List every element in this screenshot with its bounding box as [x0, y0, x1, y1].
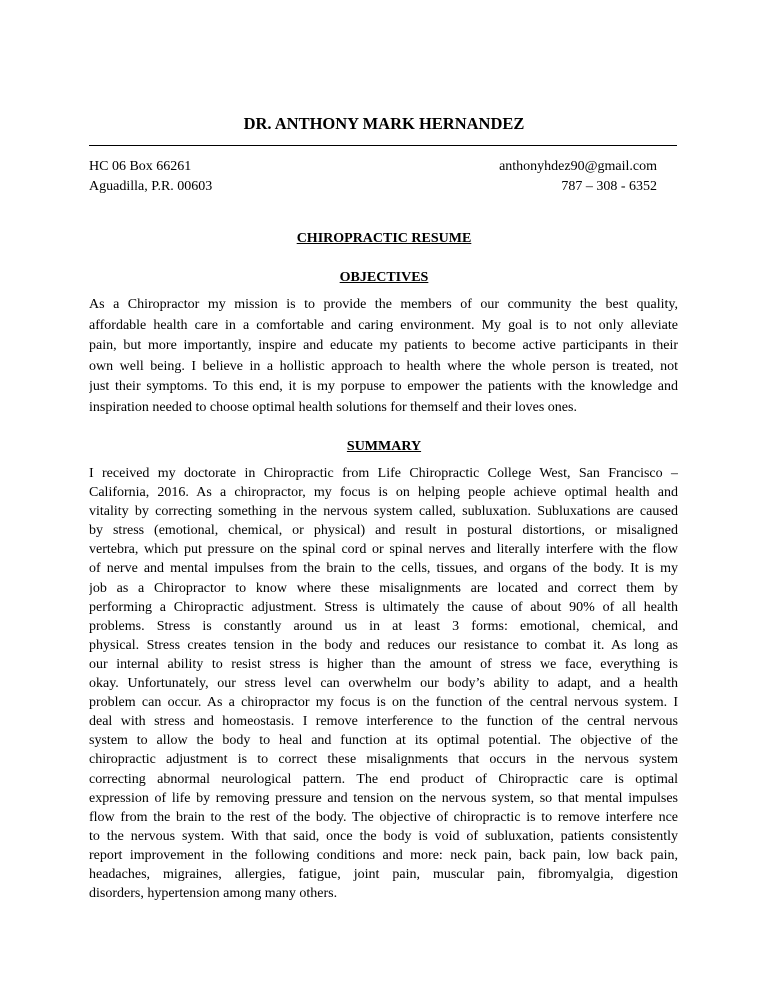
header-divider: [89, 145, 677, 146]
address-line-2: Aguadilla, P.R. 00603: [89, 179, 213, 194]
paragraph-line: headaches, migraines, allergies, fatigue, joint pain, muscular pain, fibromyalgia, digestion: [89, 866, 678, 882]
phone-number: 787 – 308 - 6352: [561, 179, 657, 194]
contact-info: [400, 157, 657, 197]
mailing-address: [89, 157, 212, 197]
paragraph-line: affordable health care in a comfortable and caring environment. My goal is to not only alleviate: [89, 317, 678, 333]
paragraph-line: vitality by correcting something in the nervous system called, subluxation. Subluxations are caused: [89, 504, 678, 520]
paragraph-line: deal with stress and homeostasis. I remove interference to the function of the central nervous: [89, 714, 678, 730]
objectives-heading: OBJECTIVES: [339, 270, 429, 285]
paragraph-line: I received my doctorate in Chiropractic from Life Chiropractic College West, San Francisco –: [89, 466, 678, 481]
paragraph-line: pain, but more importantly, inspire and educate my patients to become active participants in their: [89, 338, 678, 353]
paragraph-line: performing a Chiropractic adjustment. Stress is ultimately the cause of about 90% of all health: [89, 599, 678, 615]
paragraph-line: problems. Stress is constantly around us in at least 3 forms: emotional, chemical, and: [89, 618, 678, 634]
doctor-name: DR. ANTHONY MARK HERNANDEZ: [243, 114, 525, 133]
paragraph-line: job as a Chiropractor to know where these misalignments are located and correct them by: [89, 580, 678, 596]
paragraph-line: just their symptoms. To this end, it is my porpuse to empower the patients with the knowledge and: [89, 379, 678, 394]
paragraph-line: own well being. I believe in a hollistic approach to health where the whole person is treated, not: [89, 358, 678, 374]
summary-heading: SUMMARY: [346, 439, 422, 454]
paragraph-line: California, 2016. As a chiropractor, my focus is on helping people achieve optimal health and: [89, 485, 678, 501]
resume-title: CHIROPRACTIC RESUME: [296, 231, 472, 246]
objectives-paragraph: [89, 295, 678, 418]
paragraph-line: report improvement in the following conditions and more: neck pain, back pain, low back pain,: [89, 847, 678, 863]
paragraph-line: inspiration needed to choose optimal health solutions for themself and their loves ones.: [89, 399, 577, 415]
paragraph-line: to the nervous system. With that said, once the body is void of subluxation, patients consistently: [89, 828, 678, 844]
paragraph-line: system to allow the body to heal and function at its optimal potential. The objective of the: [89, 733, 678, 749]
paragraph-line: by stress (emotional, chemical, or physical) and result in postural distortions, or misaligned: [89, 523, 678, 539]
paragraph-line: expression of life by removing pressure and tension on the nervous system, so that mental impulses: [89, 790, 678, 806]
paragraph-line: correcting abnormal neurological pattern. The end product of Chiropractic care is optimal: [89, 771, 678, 787]
summary-paragraph: [89, 464, 678, 903]
paragraph-line: our internal ability to resist stress is higher than the amount of stress we face, everything is: [89, 656, 678, 672]
paragraph-line: chiropractic adjustment is to correct these misalignments that occurs in the nervous system: [89, 752, 678, 768]
email-address: anthonyhdez90@gmail.com: [499, 159, 657, 174]
paragraph-line: okay. Unfortunately, our stress level can overwhelm our body’s ability to adapt, and a health: [89, 676, 678, 692]
paragraph-line: problem can occur. As a chiropractor my focus is on the function of the central nervous system. I: [89, 695, 678, 711]
paragraph-line: of nerve and mental impulses from the brain to the cells, tissues, and organs of the body. It is my: [89, 561, 678, 577]
paragraph-line: vertebra, which put pressure on the spinal cord or spinal nerves and literally interfere with the flow: [89, 542, 678, 558]
paragraph-line: As a Chiropractor my mission is to provide the members of our community the best quality,: [89, 297, 678, 312]
paragraph-line: flow from the brain to the rest of the body. The objective of chiropractic is to remove interfere nce: [89, 809, 678, 825]
address-line-1: HC 06 Box 66261: [89, 159, 192, 174]
paragraph-line: disorders, hypertension among many others.: [89, 886, 338, 902]
paragraph-line: physical. Stress creates tension in the body and reduces our resistance to combat it. As long as: [89, 637, 678, 653]
